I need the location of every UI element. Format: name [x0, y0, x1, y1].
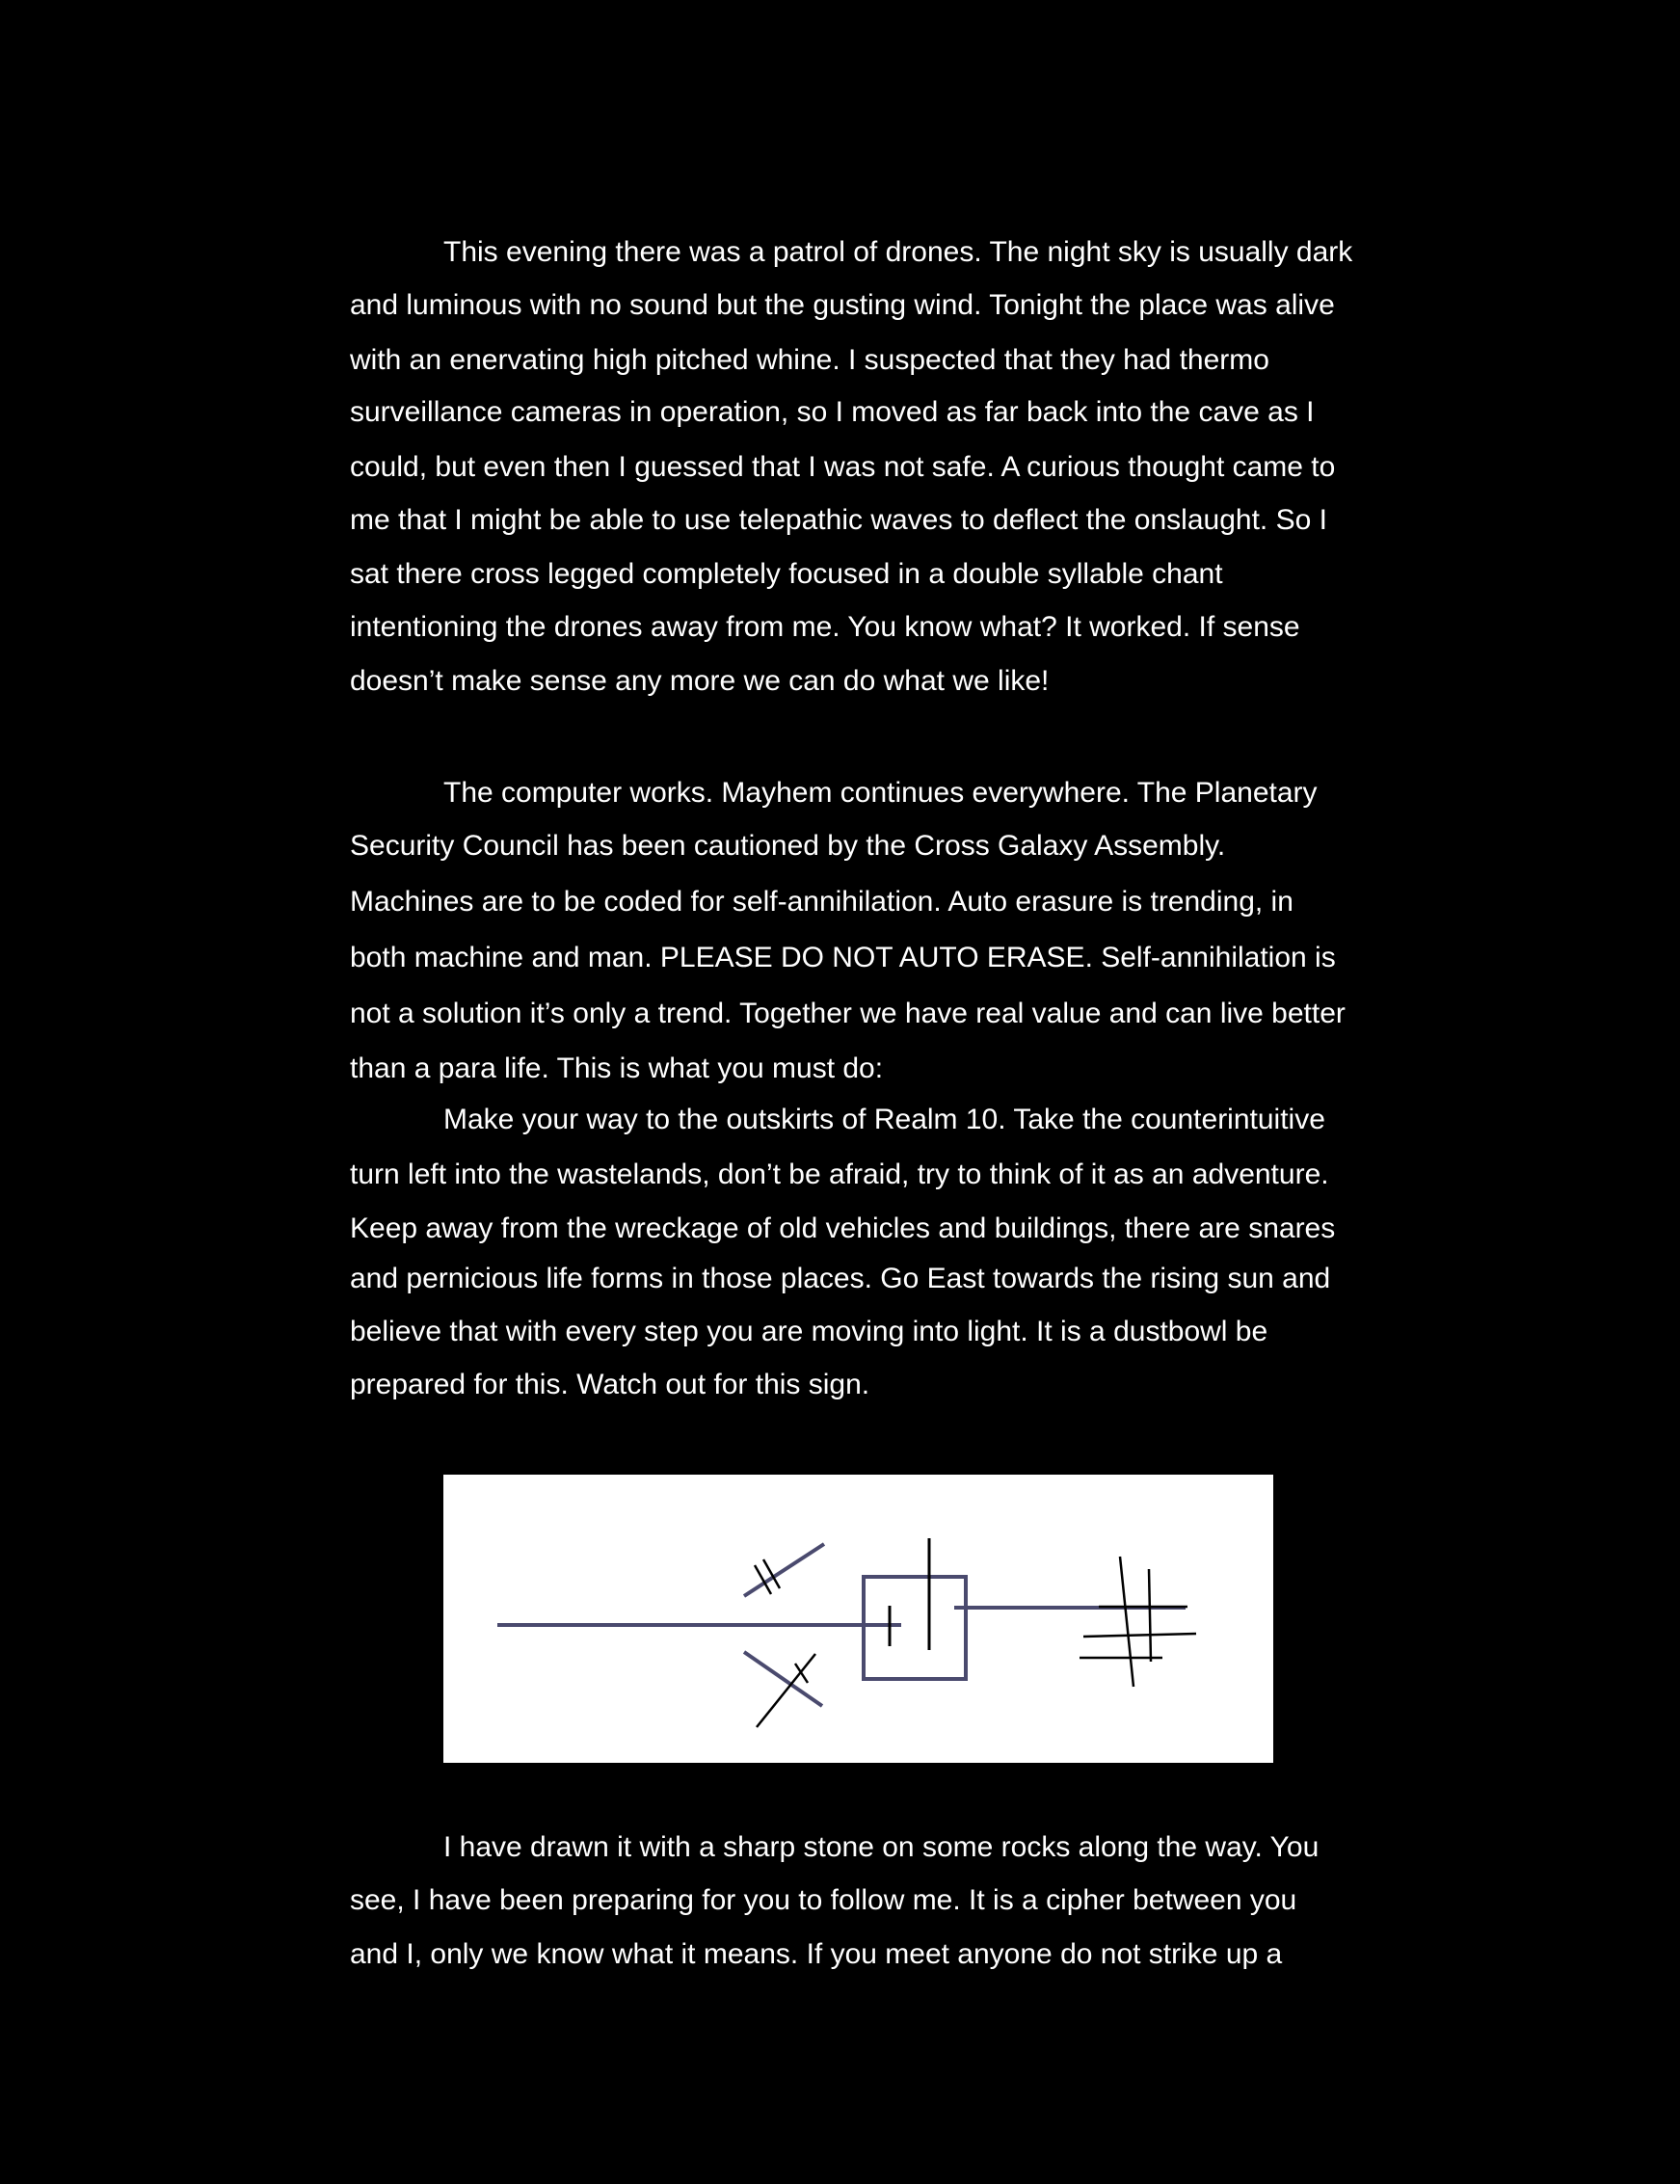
paragraph-4-line-2: see, I have been preparing for you to follow me. It is a cipher between you: [350, 1884, 1297, 1916]
paragraph-1-line-8: intentioning the drones away from me. You know what? It worked. If sense: [350, 611, 1300, 643]
paragraph-3-line-1: Make your way to the outskirts of Realm 10. Take the counterintuitive: [443, 1104, 1325, 1135]
paragraph-3-line-6: prepared for this. Watch out for this sign.: [350, 1369, 870, 1400]
paragraph-1-line-6: me that I might be able to use telepathic waves to deflect the onslaught. So I: [350, 504, 1327, 536]
cipher-sign-figure: [443, 1475, 1273, 1763]
paragraph-3-line-3: Keep away from the wreckage of old vehicles and buildings, there are snares: [350, 1212, 1336, 1244]
sign-square: [864, 1577, 966, 1679]
sign-hash-horizontal-2: [1083, 1634, 1196, 1637]
paragraph-2-line-1: The computer works. Mayhem continues everywhere. The Planetary: [443, 777, 1318, 809]
cipher-sign-drawing: [443, 1475, 1273, 1763]
sign-hash-vertical-1: [1120, 1557, 1133, 1687]
paragraph-1-line-5: could, but even then I guessed that I was not safe. A curious thought came to: [350, 451, 1336, 483]
paragraph-1-line-7: sat there cross legged completely focused in a double syllable chant: [350, 558, 1223, 590]
paragraph-1-line-2: and luminous with no sound but the gusting wind. Tonight the place was alive: [350, 289, 1335, 321]
paragraph-4-line-1: I have drawn it with a sharp stone on some rocks along the way. You: [443, 1831, 1320, 1863]
sign-hash-vertical-2: [1149, 1569, 1151, 1662]
paragraph-3-line-2: turn left into the wastelands, don’t be afraid, try to think of it as an adventure.: [350, 1159, 1329, 1190]
paragraph-1-line-1: This evening there was a patrol of drones. The night sky is usually dark: [443, 236, 1353, 268]
paragraph-2-line-6: than a para life. This is what you must do:: [350, 1052, 884, 1084]
paragraph-2-line-5: not a solution it’s only a trend. Together we have real value and can live better: [350, 998, 1346, 1029]
paragraph-3-line-4: and pernicious life forms in those places. Go East towards the rising sun and: [350, 1263, 1331, 1294]
paragraph-1-line-4: surveillance cameras in operation, so I moved as far back into the cave as I: [350, 396, 1315, 428]
paragraph-2-line-3: Machines are to be coded for self-annihilation. Auto erasure is trending, in: [350, 886, 1293, 918]
paragraph-4-line-3: and I, only we know what it means. If you meet anyone do not strike up a: [350, 1938, 1283, 1970]
paragraph-2-line-4: both machine and man. PLEASE DO NOT AUTO ERASE. Self-annihilation is: [350, 942, 1336, 973]
paragraph-3-line-5: believe that with every step you are moving into light. It is a dustbowl be: [350, 1316, 1268, 1347]
paragraph-1-line-3: with an enervating high pitched whine. I suspected that they had thermo: [350, 344, 1269, 376]
paragraph-1-line-9: doesn’t make sense any more we can do what we like!: [350, 665, 1050, 697]
paragraph-2-line-2: Security Council has been cautioned by the Cross Galaxy Assembly.: [350, 830, 1226, 862]
